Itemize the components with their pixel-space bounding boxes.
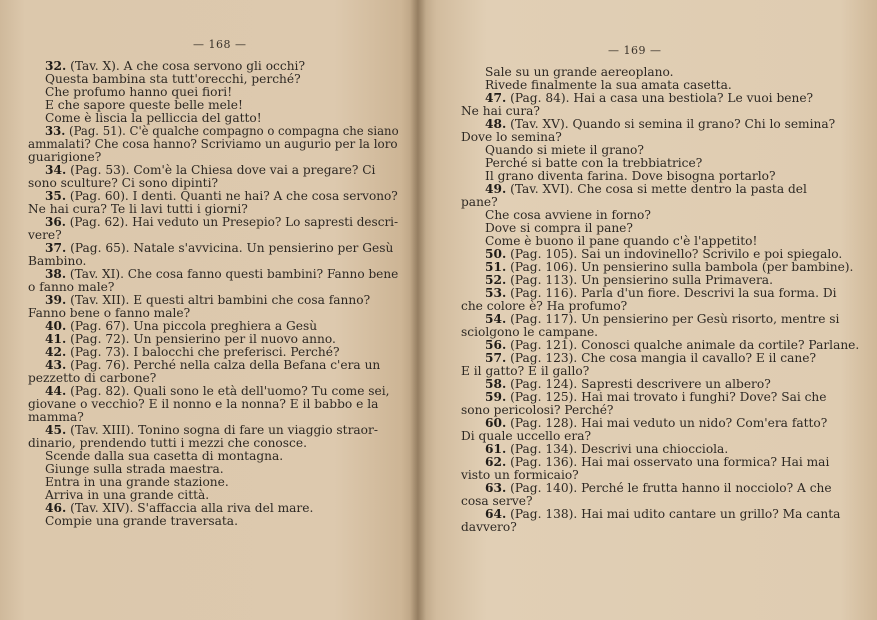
question-number: 59. bbox=[485, 390, 507, 404]
line-text: (Tav. XIII). Tonino sogna di fare un viaggio straor- bbox=[66, 423, 378, 437]
page-number-left: — 168 — bbox=[193, 38, 247, 51]
line-text: (Pag. 136). Hai mai osservato una formica? Hai mai bbox=[506, 455, 830, 469]
line-text: sciolgono le campane. bbox=[461, 325, 599, 339]
book-gutter bbox=[410, 0, 426, 620]
line-text: (Pag. 121). Conosci qualche animale da cortile? Parlane. bbox=[506, 338, 860, 352]
line-text: (Pag. 73). I balocchi che preferisci. Perché? bbox=[66, 345, 340, 359]
line-text: Arriva in una grande città. bbox=[45, 488, 210, 502]
question-number: 38. bbox=[45, 267, 67, 281]
line-text: guarigione? bbox=[28, 150, 102, 164]
line-text: (Pag. 123). Che cosa mangia il cavallo? E il cane? bbox=[506, 351, 816, 365]
line-text: (Pag. 116). Parla d'un fiore. Descrivi la sua forma. Di bbox=[506, 286, 837, 300]
line-text: (Pag. 124). Sapresti descrivere un albero? bbox=[506, 377, 771, 391]
line-text: (Pag. 134). Descrivi una chiocciola. bbox=[506, 442, 729, 456]
question-number: 52. bbox=[485, 273, 507, 287]
question-number: 45. bbox=[45, 423, 67, 437]
text-line bbox=[485, 508, 840, 521]
question-number: 42. bbox=[45, 345, 67, 359]
question-number: 43. bbox=[45, 358, 67, 372]
line-text: (Pag. 106). Un pensierino sulla bambola (per bambine). bbox=[506, 260, 854, 274]
line-text: (Pag. 125). Hai mai trovato i funghi? Dove? Sai che bbox=[506, 390, 827, 404]
question-number: 62. bbox=[485, 455, 507, 469]
question-number: 61. bbox=[485, 442, 507, 456]
line-text: Fanno bene o fanno male? bbox=[28, 306, 191, 320]
line-text: Quando si miete il grano? bbox=[485, 143, 644, 157]
question-number: 56. bbox=[485, 338, 507, 352]
line-text: che colore è? Ha profumo? bbox=[461, 299, 628, 313]
text-line bbox=[485, 183, 807, 196]
text-line bbox=[45, 515, 238, 528]
question-number: 63. bbox=[485, 481, 507, 495]
question-number: 48. bbox=[485, 117, 507, 131]
text-line bbox=[461, 521, 517, 534]
line-text: (Tav. XIV). S'affaccia alla riva del mare. bbox=[66, 501, 314, 515]
line-text: Ne hai cura? Te li lavi tutti i giorni? bbox=[28, 202, 248, 216]
line-text: (Tav. XVI). Che cosa si mette dentro la pasta del bbox=[506, 182, 807, 196]
question-number: 53. bbox=[485, 286, 507, 300]
question-number: 35. bbox=[45, 189, 67, 203]
question-number: 41. bbox=[45, 332, 67, 346]
question-number: 46. bbox=[45, 501, 67, 515]
line-text: Come è liscia la pelliccia del gatto! bbox=[45, 111, 262, 125]
line-text: E il gatto? E il gallo? bbox=[461, 364, 590, 378]
line-text: Dove si compra il pane? bbox=[485, 221, 633, 235]
line-text: (Pag. 128). Hai mai veduto un nido? Com'era fatto? bbox=[506, 416, 828, 430]
line-text: (Pag. 117). Un pensierino per Gesù risorto, mentre si bbox=[506, 312, 840, 326]
line-text: pane? bbox=[461, 195, 498, 209]
line-text: (Pag. 105). Sai un indovinello? Scrivilo e poi spiegalo. bbox=[506, 247, 843, 261]
line-text: visto un formicaio? bbox=[461, 468, 579, 482]
line-text: Il grano diventa farina. Dove bisogna portarlo? bbox=[485, 169, 776, 183]
question-number: 44. bbox=[45, 384, 67, 398]
line-text: Scende dalla sua casetta di montagna. bbox=[45, 449, 284, 463]
text-line bbox=[485, 482, 832, 495]
text-line bbox=[45, 242, 393, 255]
question-number: 58. bbox=[485, 377, 507, 391]
line-text: (Pag. 67). Una piccola preghiera a Gesù bbox=[66, 319, 318, 333]
question-number: 36. bbox=[45, 215, 66, 229]
question-number: 60. bbox=[485, 416, 507, 430]
line-text: davvero? bbox=[461, 520, 517, 534]
question-number: 34. bbox=[45, 163, 67, 177]
line-text: Questa bambina sta tutt'orecchi, perché? bbox=[45, 72, 301, 86]
line-text: (Tav. XV). Quando si semina il grano? Chi lo semina? bbox=[506, 117, 836, 131]
line-text: (Pag. 51). C'è qualche compagno o compagna che siano bbox=[65, 124, 399, 138]
line-text: (Pag. 62). Hai veduto un Presepio? Lo sapresti descri- bbox=[65, 215, 399, 229]
line-text: (Tav. XI). Che cosa fanno questi bambini? Fanno bene bbox=[66, 267, 399, 281]
line-text: ammalati? Che cosa hanno? Scriviamo un augurio per la loro bbox=[28, 137, 398, 151]
line-text: (Pag. 84). Hai a casa una bestiola? Le vuoi bene? bbox=[506, 91, 814, 105]
line-text: cosa serve? bbox=[461, 494, 533, 508]
line-text: (Tav. XII). E questi altri bambini che cosa fanno? bbox=[66, 293, 371, 307]
line-text: Che profumo hanno quei fiori! bbox=[45, 85, 233, 99]
question-number: 32. bbox=[45, 59, 67, 73]
question-number: 57. bbox=[485, 351, 507, 365]
line-text: dinario, prendendo tutti i mezzi che conosce. bbox=[28, 436, 307, 450]
right-page bbox=[418, 0, 877, 620]
line-text: Entra in una grande stazione. bbox=[45, 475, 229, 489]
line-text: Rivede finalmente la sua amata casetta. bbox=[485, 78, 732, 92]
line-text: Che cosa avviene in forno? bbox=[485, 208, 651, 222]
line-text: (Pag. 53). Com'è la Chiesa dove vai a pregare? Ci bbox=[66, 163, 376, 177]
page-number-right: — 169 — bbox=[608, 44, 662, 57]
line-text: (Pag. 76). Perché nella calza della Befana c'era un bbox=[66, 358, 381, 372]
left-page bbox=[0, 0, 418, 620]
line-text: (Pag. 113). Un pensierino sulla Primavera. bbox=[506, 273, 773, 287]
question-number: 39. bbox=[45, 293, 67, 307]
line-text: Di quale uccello era? bbox=[461, 429, 592, 443]
line-text: Ne hai cura? bbox=[461, 104, 540, 118]
question-number: 33. bbox=[45, 124, 66, 138]
line-text: mamma? bbox=[28, 410, 84, 424]
line-text: (Pag. 72). Un pensierino per il nuovo anno. bbox=[66, 332, 336, 346]
line-text: Giunge sulla strada maestra. bbox=[45, 462, 224, 476]
line-text: (Pag. 60). I denti. Quanti ne hai? A che cosa servono? bbox=[66, 189, 398, 203]
line-text: Bambino. bbox=[28, 254, 87, 268]
question-number: 47. bbox=[485, 91, 507, 105]
line-text: Perché si batte con la trebbiatrice? bbox=[485, 156, 703, 170]
line-text: (Pag. 138). Hai mai udito cantare un grillo? Ma canta bbox=[506, 507, 841, 521]
line-text: (Pag. 82). Quali sono le età dell'uomo? Tu come sei, bbox=[66, 384, 390, 398]
text-line bbox=[45, 216, 398, 229]
line-text: E che sapore queste belle mele! bbox=[45, 98, 243, 112]
question-number: 40. bbox=[45, 319, 67, 333]
line-text: (Pag. 140). Perché le frutta hanno il nocciolo? A che bbox=[506, 481, 832, 495]
question-number: 51. bbox=[485, 260, 507, 274]
line-text: o fanno male? bbox=[28, 280, 115, 294]
line-text: Come è buono il pane quando c'è l'appetito! bbox=[485, 234, 758, 248]
line-text: giovane o vecchio? E il nonno e la nonna? E il babbo e la bbox=[28, 397, 379, 411]
question-number: 54. bbox=[485, 312, 507, 326]
line-text: (Pag. 65). Natale s'avvicina. Un pensierino per Gesù bbox=[66, 241, 394, 255]
line-text: (Tav. X). A che cosa servono gli occhi? bbox=[66, 59, 305, 73]
line-text: vere? bbox=[28, 228, 62, 242]
line-text: Compie una grande traversata. bbox=[45, 514, 238, 528]
line-text: pezzetto di carbone? bbox=[28, 371, 157, 385]
question-number: 37. bbox=[45, 241, 67, 255]
line-text: Sale su un grande aereoplano. bbox=[485, 65, 674, 79]
line-text: sono pericolosi? Perché? bbox=[461, 403, 614, 417]
line-text: sono sculture? Ci sono dipinti? bbox=[28, 176, 219, 190]
question-number: 50. bbox=[485, 247, 507, 261]
question-number: 49. bbox=[485, 182, 507, 196]
line-text: Dove lo semina? bbox=[461, 130, 562, 144]
question-number: 64. bbox=[485, 507, 507, 521]
